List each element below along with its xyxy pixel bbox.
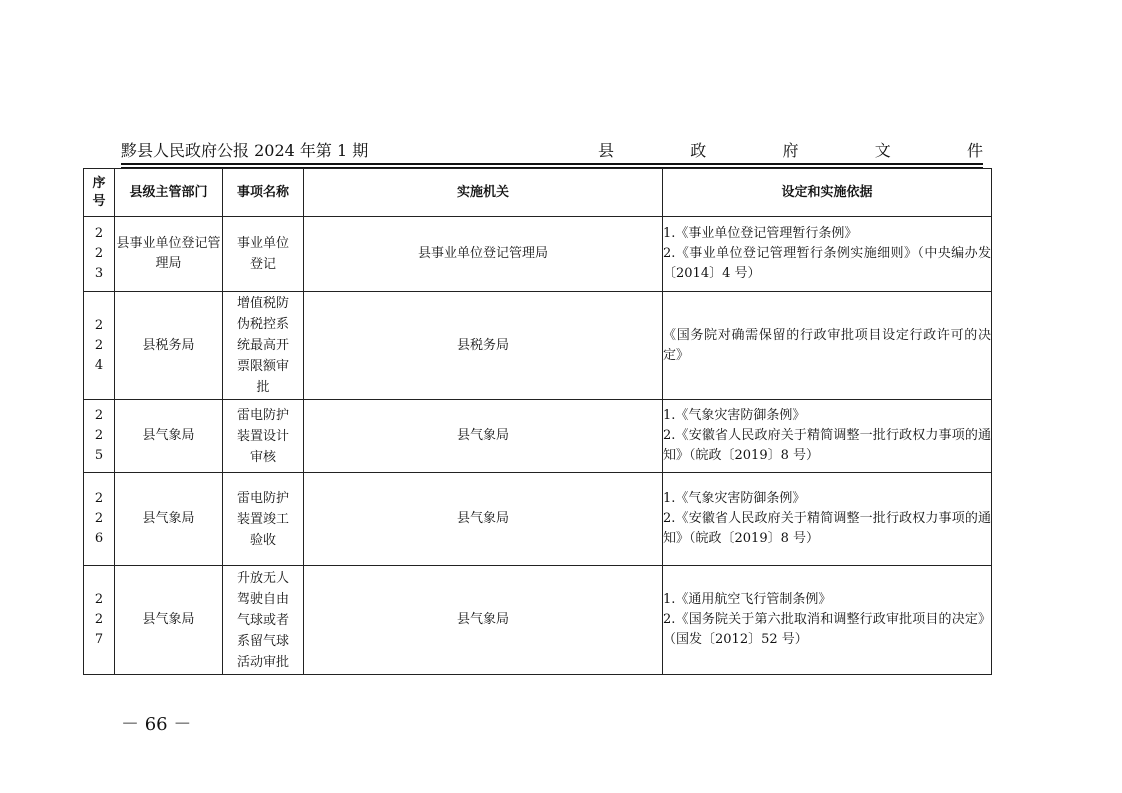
- row-org: 县气象局: [304, 400, 663, 473]
- row-item: 升放无人驾驶自由气球或者系留气球活动审批: [223, 566, 304, 675]
- row-basis: [663, 217, 992, 292]
- row-org: 县气象局: [304, 566, 663, 675]
- header-org: 实施机关: [304, 169, 663, 217]
- row-basis: [663, 292, 992, 400]
- bulletin-title: 黟县人民政府公报 2024 年第 1 期: [121, 141, 369, 160]
- basis-line: 1.《气象灾害防御条例》: [663, 491, 806, 506]
- row-item: 雷电防护装置设计审核: [223, 400, 304, 473]
- row-item: 增值税防伪税控系统最高开票限额审批: [223, 292, 304, 400]
- section-title-char: 文: [874, 141, 891, 160]
- table-header-row: [84, 169, 992, 217]
- section-title-char: 府: [782, 141, 799, 160]
- basis-line: 2.《安徽省人民政府关于精简调整一批行政权力事项的通知》（皖政〔2019〕8 号）: [663, 428, 991, 463]
- row-dept: 县气象局: [115, 400, 223, 473]
- table-row: [84, 473, 992, 566]
- table-row: [84, 566, 992, 675]
- row-dept: 县气象局: [115, 473, 223, 566]
- header-basis: 设定和实施依据: [663, 169, 992, 217]
- section-title: [598, 140, 983, 162]
- header-item: 事项名称: [223, 169, 304, 217]
- row-dept: 县事业单位登记管理局: [115, 217, 223, 292]
- row-dept: 县税务局: [115, 292, 223, 400]
- row-no: 223: [84, 217, 115, 292]
- row-org: 县事业单位登记管理局: [304, 217, 663, 292]
- row-basis: [663, 400, 992, 473]
- basis-line: 2.《事业单位登记管理暂行条例实施细则》（中央编办发〔2014〕4 号）: [663, 246, 991, 281]
- header-dept: 县级主管部门: [115, 169, 223, 217]
- basis-line: 1.《气象灾害防御条例》: [663, 408, 806, 423]
- row-org: 县税务局: [304, 292, 663, 400]
- row-no: 225: [84, 400, 115, 473]
- basis-line: 2.《安徽省人民政府关于精简调整一批行政权力事项的通知》（皖政〔2019〕8 号）: [663, 511, 991, 546]
- header-no: 序号: [84, 169, 115, 217]
- row-no: 227: [84, 566, 115, 675]
- header-rule-thick: [121, 163, 983, 165]
- row-item: 事业单位登记: [223, 217, 304, 292]
- page-number: － 66 －: [121, 714, 192, 735]
- row-org: 县气象局: [304, 473, 663, 566]
- table-row: [84, 400, 992, 473]
- page-header: [121, 140, 983, 162]
- row-no: 224: [84, 292, 115, 400]
- row-basis: [663, 566, 992, 675]
- row-dept: 县气象局: [115, 566, 223, 675]
- row-no: 226: [84, 473, 115, 566]
- section-title-char: 政: [690, 141, 707, 160]
- row-item: 雷电防护装置竣工验收: [223, 473, 304, 566]
- row-basis: [663, 473, 992, 566]
- table-row: [84, 292, 992, 400]
- basis-line: 2.《国务院关于第六批取消和调整行政审批项目的决定》（国发〔2012〕52 号）: [663, 612, 991, 647]
- table-row: [84, 217, 992, 292]
- basis-line: 《国务院对确需保留的行政审批项目设定行政许可的决定》: [663, 327, 991, 363]
- section-title-char: 件: [966, 141, 983, 160]
- section-title-char: 县: [598, 141, 615, 160]
- basis-line: 1.《通用航空飞行管制条例》: [663, 592, 832, 607]
- basis-line: 1.《事业单位登记管理暂行条例》: [663, 226, 858, 241]
- approval-items-table: [83, 168, 992, 675]
